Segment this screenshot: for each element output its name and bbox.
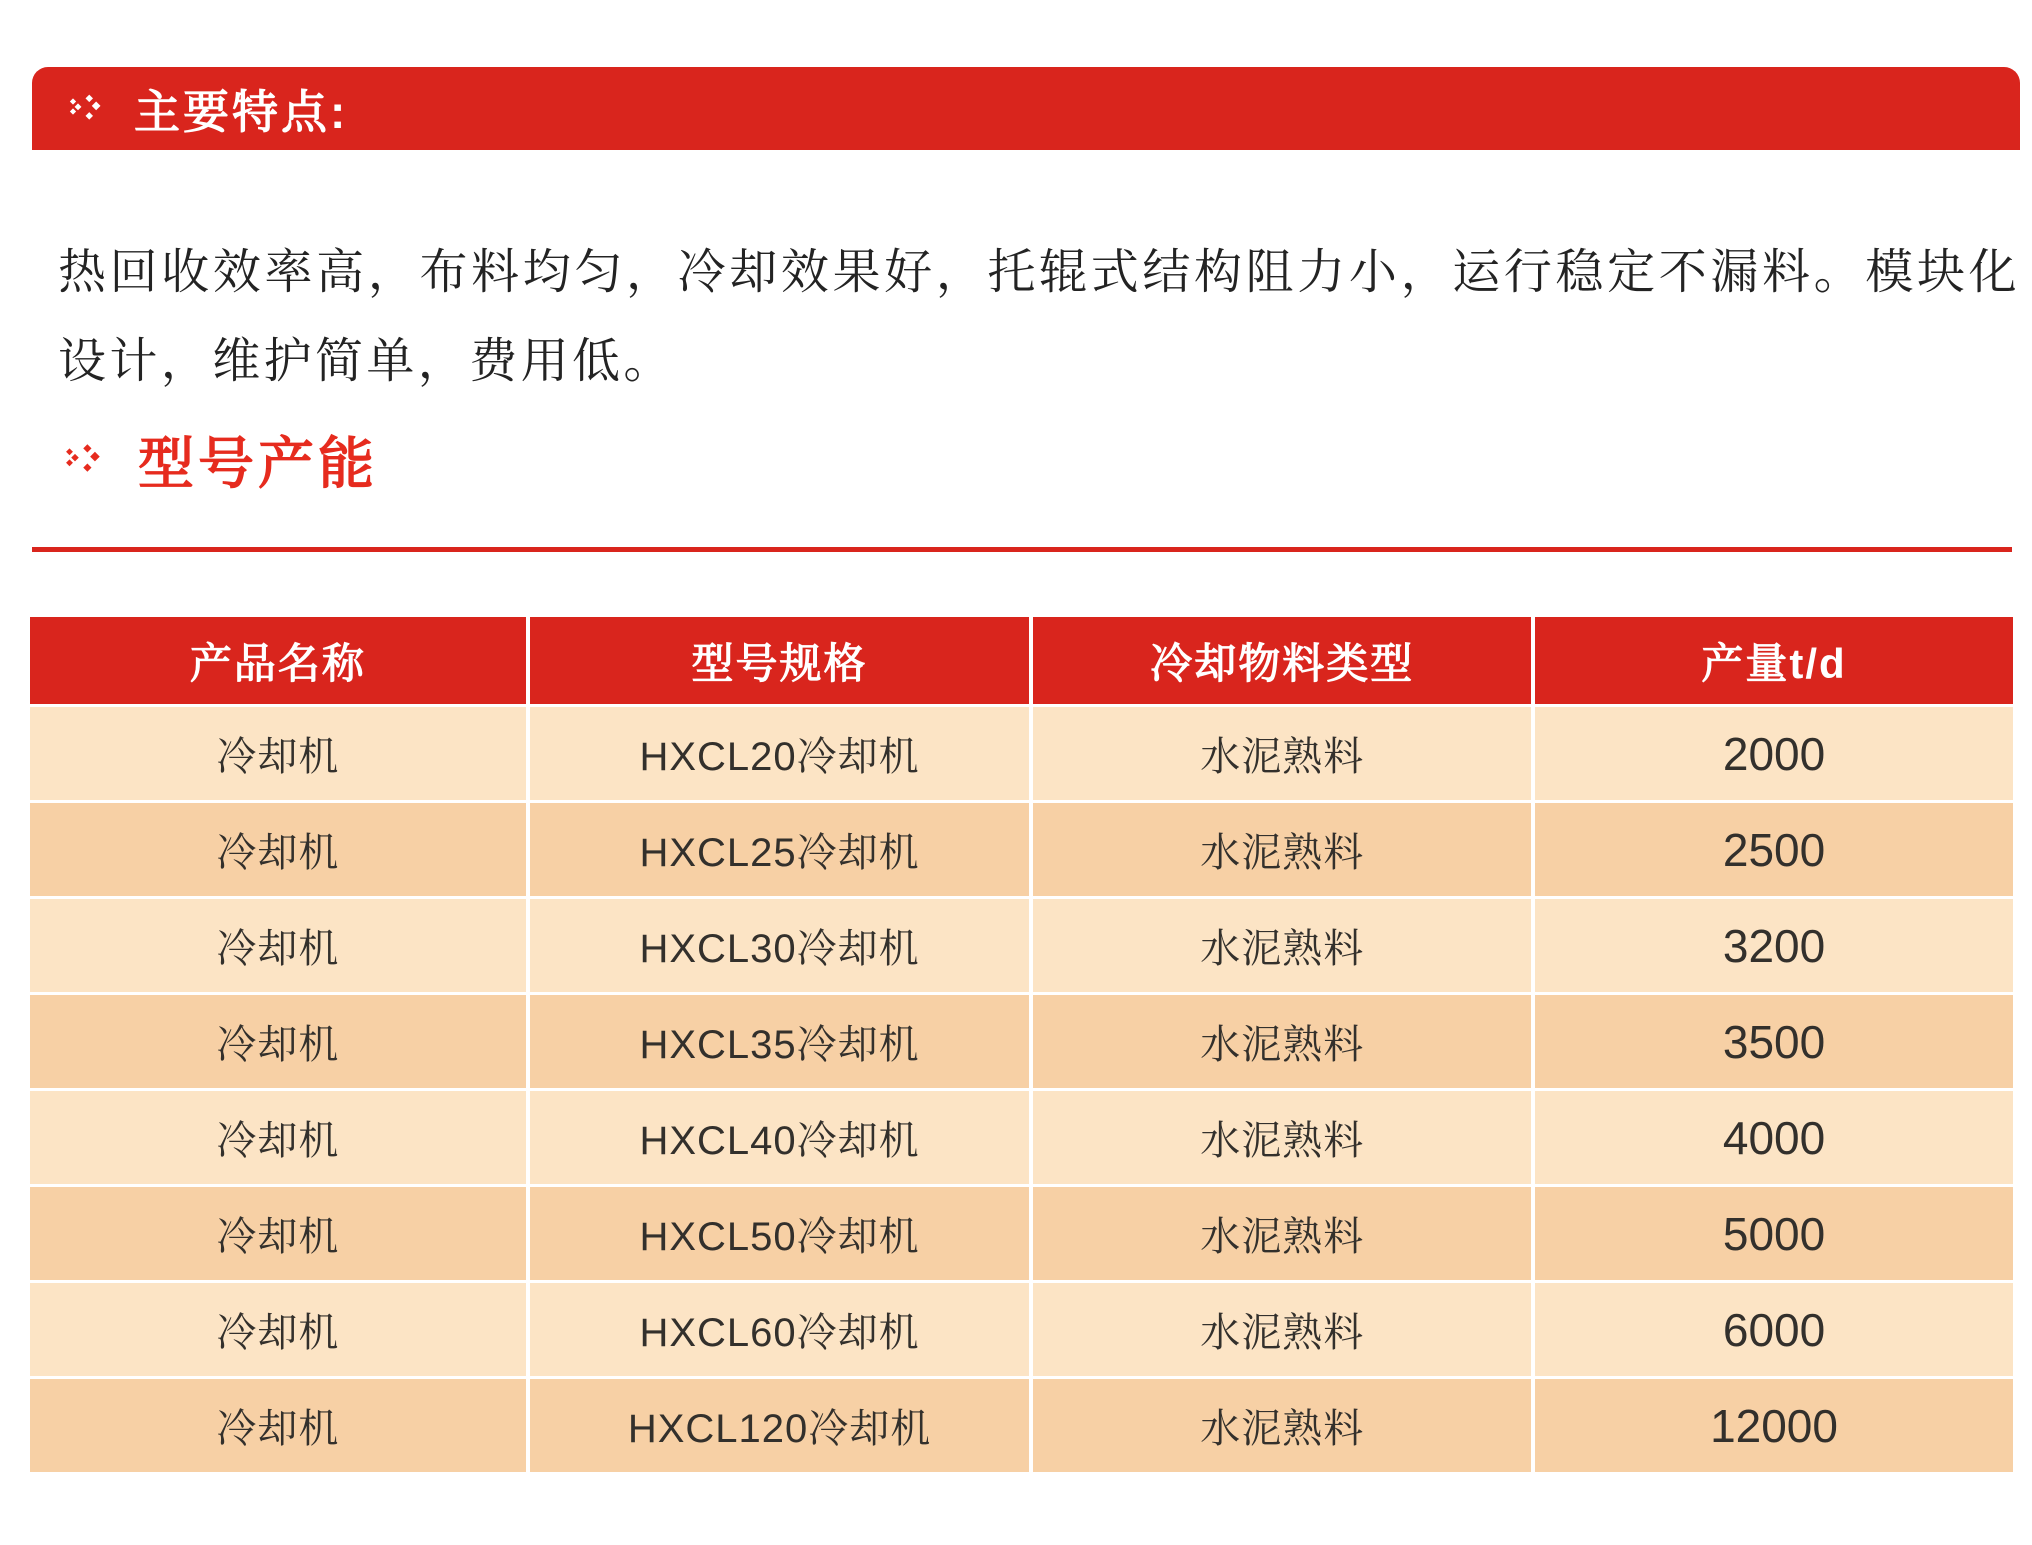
table-row [30,1283,2013,1379]
table-header-row [30,617,2013,707]
table-cell: 3200 [1535,899,2013,995]
table-cell: 12000 [1535,1379,2013,1475]
table-cell: 水泥熟料 [1033,899,1535,995]
table-cell: HXCL60冷却机 [530,1283,1034,1379]
table-cell: 冷却机 [30,803,530,899]
table-cell: 冷却机 [30,707,530,803]
table-cell: 2500 [1535,803,2013,899]
features-paragraph: 热回收效率高，布料均匀，冷却效果好，托辊式结构阻力小，运行稳定不漏料。模块化设计，维护简单，费用低。 [58,246,2020,388]
table-cell: HXCL25冷却机 [530,803,1034,899]
table-row [30,803,2013,899]
table-cell: 冷却机 [30,1283,530,1379]
header-cell-material-type: 冷却物料类型 [1033,617,1535,707]
capacity-table [30,617,2013,1475]
table-cell: HXCL35冷却机 [530,995,1034,1091]
table-cell: 冷却机 [30,1379,530,1475]
table-cell: 4000 [1535,1091,2013,1187]
table-row [30,1379,2013,1475]
table-cell: HXCL50冷却机 [530,1187,1034,1283]
double-chevron-right-icon [68,85,108,133]
table-cell: 水泥熟料 [1033,1379,1535,1475]
features-title: 主要特点: [134,85,349,138]
table-cell: 水泥熟料 [1033,995,1535,1091]
table-cell: HXCL20冷却机 [530,707,1034,803]
table-cell: 冷却机 [30,995,530,1091]
table-cell: 水泥熟料 [1033,1187,1535,1283]
table-cell: 水泥熟料 [1033,707,1535,803]
table-row [30,1091,2013,1187]
capacity-title: 型号产能 [138,432,378,495]
double-chevron-right-icon [64,434,108,486]
features-banner [32,67,2020,150]
table-row [30,1187,2013,1283]
header-cell-model-spec: 型号规格 [530,617,1034,707]
table-cell: 6000 [1535,1283,2013,1379]
table-cell: HXCL40冷却机 [530,1091,1034,1187]
table-cell: 水泥熟料 [1033,1091,1535,1187]
table-cell: 2000 [1535,707,2013,803]
table-row [30,995,2013,1091]
section-divider [32,547,2012,552]
header-cell-product-name: 产品名称 [30,617,530,707]
table-cell: 水泥熟料 [1033,803,1535,899]
table-cell: HXCL120冷却机 [530,1379,1034,1475]
capacity-section-header [64,424,378,496]
table-row [30,707,2013,803]
table-cell: 5000 [1535,1187,2013,1283]
table-row [30,899,2013,995]
table-cell: 冷却机 [30,1091,530,1187]
table-cell: 3500 [1535,995,2013,1091]
table-cell: 冷却机 [30,1187,530,1283]
table-cell: 冷却机 [30,899,530,995]
header-cell-output: 产量t/d [1535,617,2013,707]
table-cell: HXCL30冷却机 [530,899,1034,995]
table-cell: 水泥熟料 [1033,1283,1535,1379]
